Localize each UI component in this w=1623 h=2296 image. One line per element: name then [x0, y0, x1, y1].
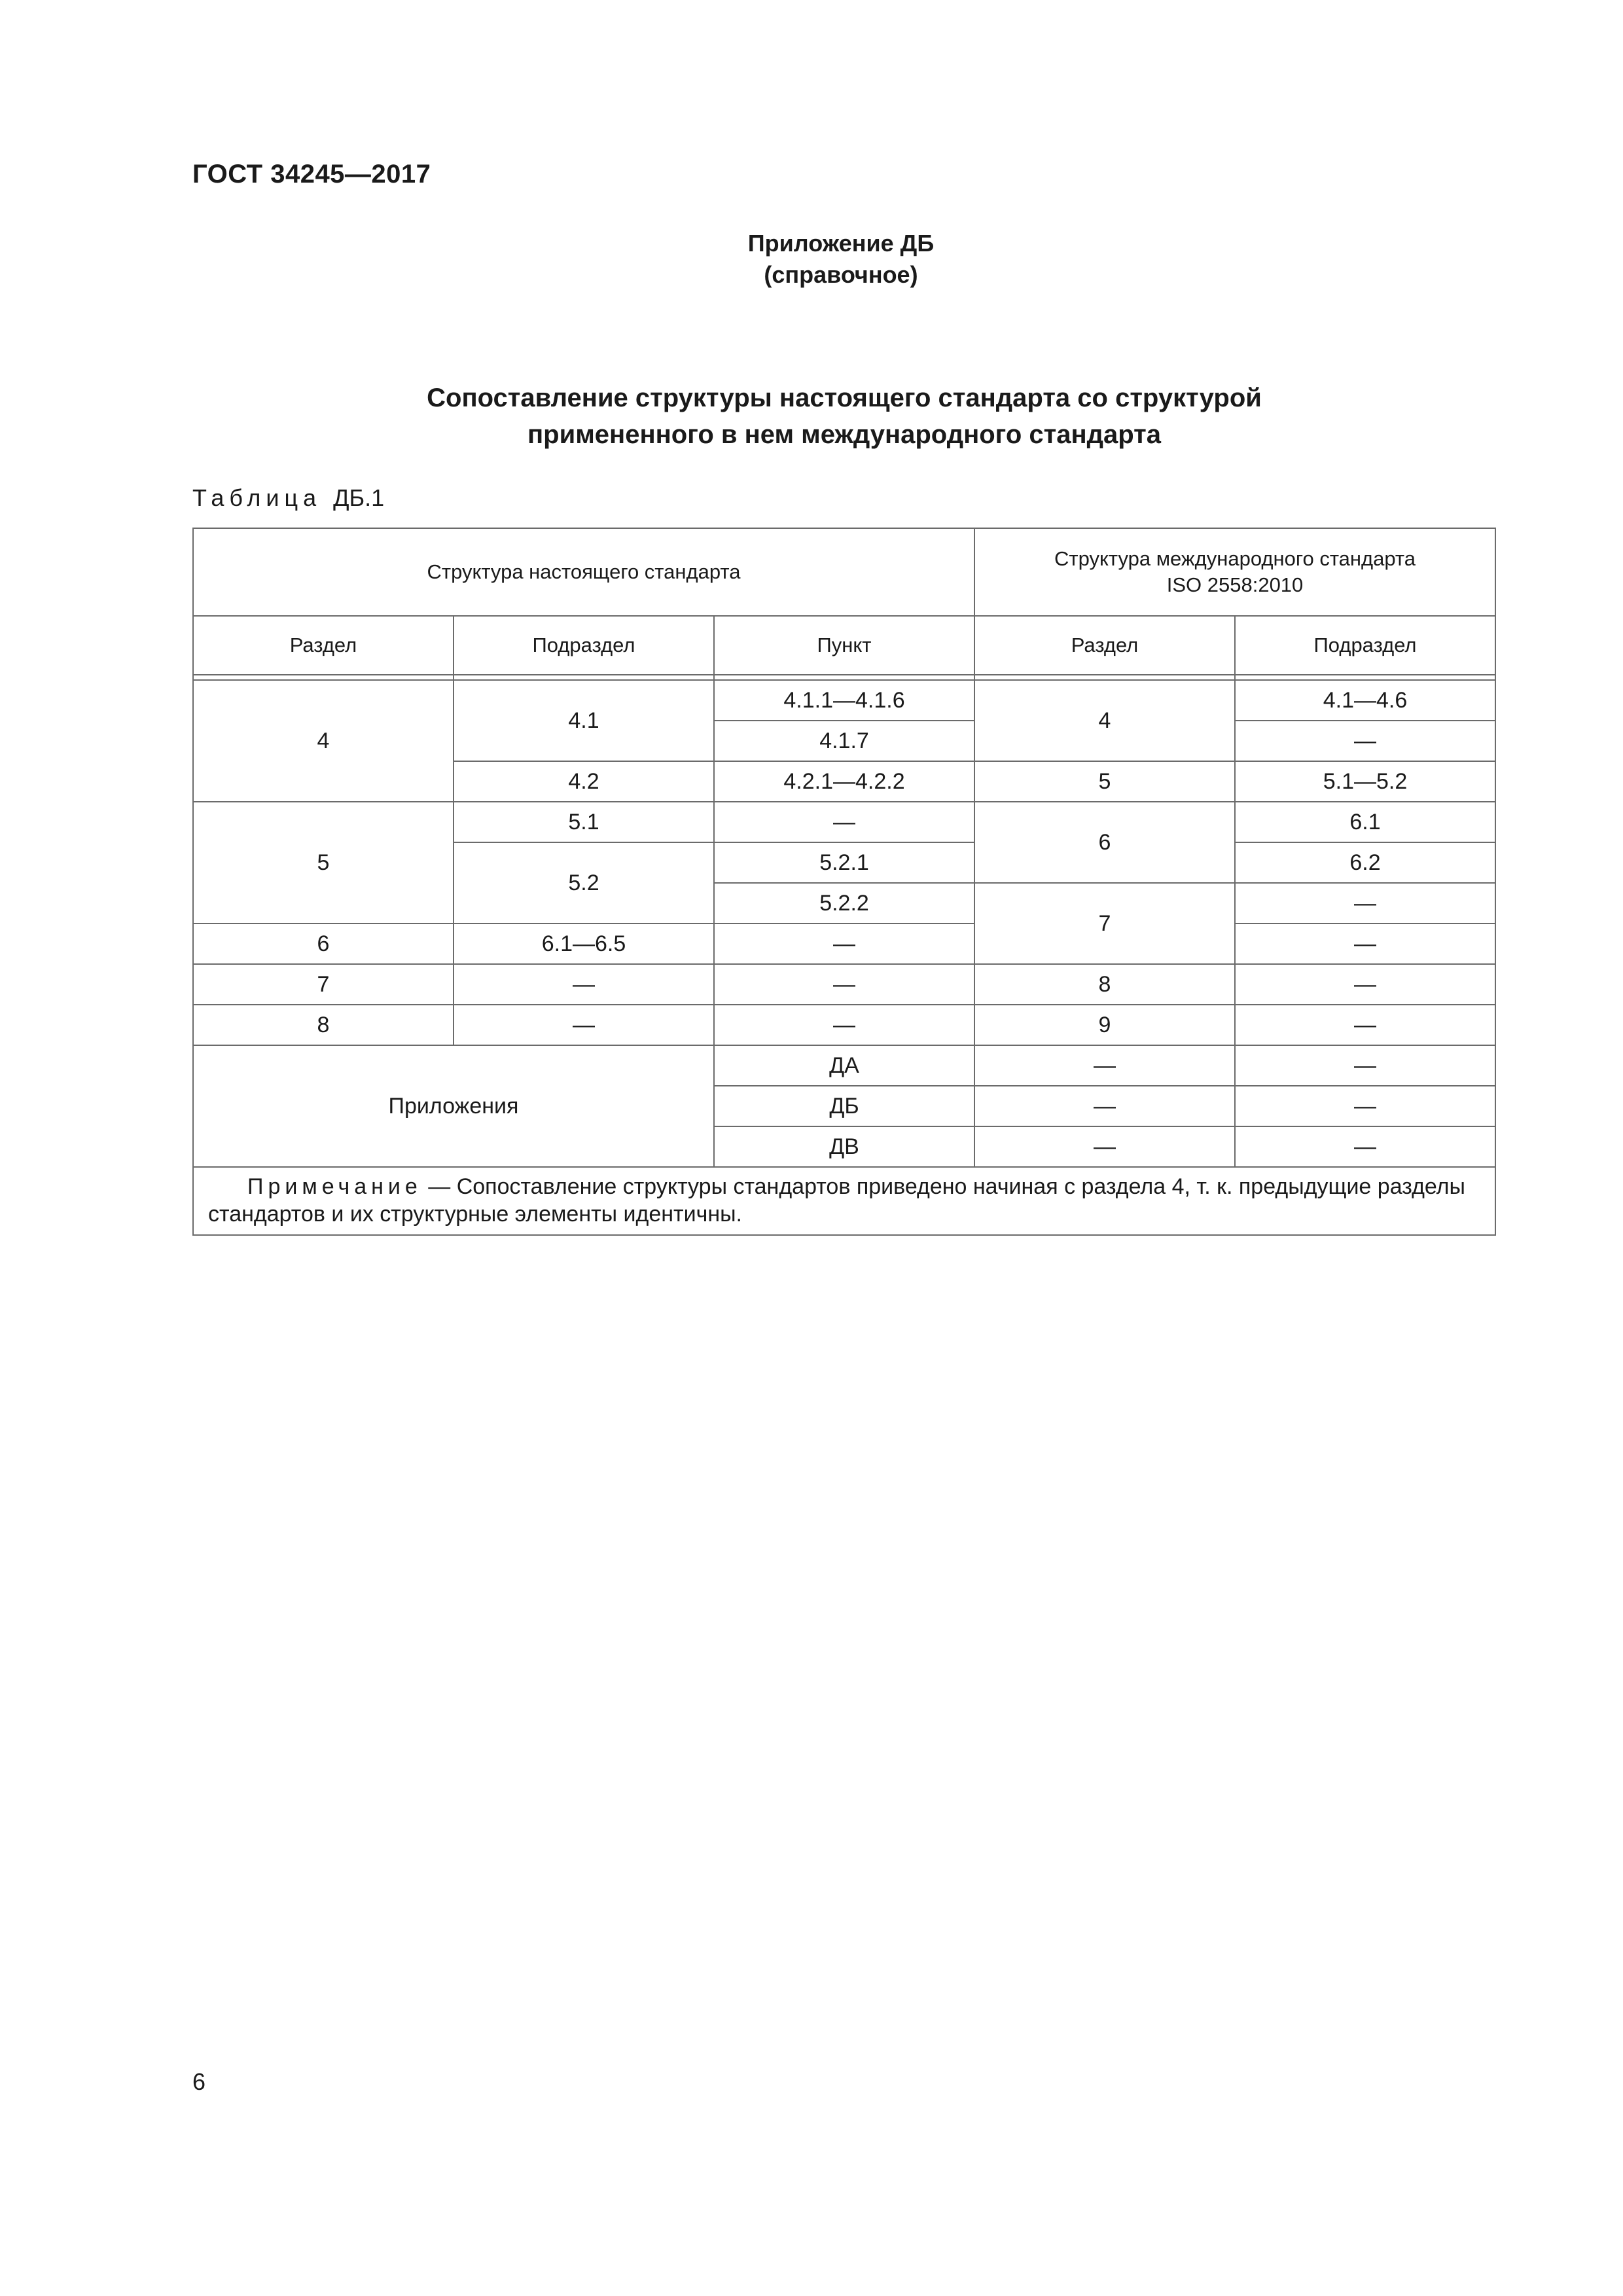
header-current-standard: Структура настоящего стандарта — [193, 528, 974, 616]
table-cell: 6 — [193, 924, 454, 964]
table-cell: — — [974, 1045, 1235, 1086]
table-cell: — — [1235, 1126, 1495, 1167]
table-row — [193, 924, 1495, 964]
table-cell: 4.1.1—4.1.6 — [714, 680, 974, 721]
table-cell: 7 — [193, 964, 454, 1005]
column-header: Подраздел — [454, 616, 714, 675]
header-separator — [193, 675, 1495, 680]
table-row — [193, 680, 1495, 721]
annex-label-cell: Приложения — [193, 1045, 714, 1167]
table-cell: — — [714, 964, 974, 1005]
table-cell: — — [714, 1005, 974, 1045]
section-title-line-1: Сопоставление структуры настоящего стандарта со структурой — [427, 384, 1262, 412]
table-cell: 4 — [193, 680, 454, 802]
separator-cell — [1235, 675, 1495, 680]
header-intl-line-2: ISO 2558:2010 — [1166, 573, 1304, 596]
table-cell: — — [974, 1086, 1235, 1126]
table-header-row — [193, 528, 1495, 616]
structure-comparison-table — [192, 528, 1496, 1236]
note-heading: Примечание — [247, 1174, 422, 1199]
table-cell: 6.1—6.5 — [454, 924, 714, 964]
table-cell: 5 — [974, 761, 1235, 802]
table-cell: 8 — [974, 964, 1235, 1005]
table-cell: 4.2.1—4.2.2 — [714, 761, 974, 802]
table-column-header-row — [193, 616, 1495, 675]
separator-cell — [974, 675, 1235, 680]
separator-cell — [454, 675, 714, 680]
table-cell: — — [454, 964, 714, 1005]
table-row — [193, 1005, 1495, 1045]
column-header: Пункт — [714, 616, 974, 675]
table-label-prefix: Таблица — [192, 484, 322, 511]
separator-cell — [193, 675, 454, 680]
separator-cell — [714, 675, 974, 680]
table-cell: — — [1235, 1086, 1495, 1126]
page-number: 6 — [192, 2068, 206, 2095]
table-cell: 5.2.2 — [714, 883, 974, 924]
section-title — [0, 380, 1623, 453]
table-cell: ДБ — [714, 1086, 974, 1126]
header-intl-line-1: Структура международного стандарта — [1054, 547, 1416, 570]
table-cell: — — [1235, 1045, 1495, 1086]
table-cell: — — [1235, 1005, 1495, 1045]
table-cell: 8 — [193, 1005, 454, 1045]
table-cell: 6.2 — [1235, 842, 1495, 883]
column-header: Подраздел — [1235, 616, 1495, 675]
table-cell: ДВ — [714, 1126, 974, 1167]
table-cell: — — [1235, 964, 1495, 1005]
table-cell: 5.2 — [454, 842, 714, 924]
table-row — [193, 964, 1495, 1005]
table-cell: 4 — [974, 680, 1235, 761]
column-header: Раздел — [974, 616, 1235, 675]
table-label-number: ДБ.1 — [333, 484, 385, 511]
table-cell: 7 — [974, 883, 1235, 964]
table-note-row — [193, 1167, 1495, 1235]
table-note — [193, 1167, 1495, 1235]
table-cell: 9 — [974, 1005, 1235, 1045]
table-cell: 4.1 — [454, 680, 714, 761]
appendix-title: Приложение ДБ — [747, 230, 935, 257]
table-cell: 4.1.7 — [714, 721, 974, 761]
table-cell: — — [714, 802, 974, 842]
table-row — [193, 802, 1495, 842]
table-cell: 5.1—5.2 — [1235, 761, 1495, 802]
table-cell: 6.1 — [1235, 802, 1495, 842]
table-cell: 6 — [974, 802, 1235, 883]
table-row — [193, 1045, 1495, 1086]
column-header: Раздел — [193, 616, 454, 675]
table-cell: 4.1—4.6 — [1235, 680, 1495, 721]
table-cell: — — [454, 1005, 714, 1045]
table-cell: 5.1 — [454, 802, 714, 842]
table-cell: — — [974, 1126, 1235, 1167]
table-cell: 4.2 — [454, 761, 714, 802]
section-title-line-2: примененного в нем международного стандарта — [527, 420, 1161, 449]
header-international-standard — [974, 528, 1495, 616]
table-cell: — — [1235, 721, 1495, 761]
table-cell: 5.2.1 — [714, 842, 974, 883]
table-cell: ДА — [714, 1045, 974, 1086]
appendix-kind: (справочное) — [764, 261, 918, 288]
table-cell: 5 — [193, 802, 454, 924]
appendix-heading — [0, 228, 1623, 291]
document-code: ГОСТ 34245—2017 — [192, 160, 431, 188]
table-cell: — — [714, 924, 974, 964]
table-label — [192, 484, 384, 512]
table-cell: — — [1235, 883, 1495, 924]
note-text: — Сопоставление структуры стандартов приведено начиная с раздела 4, т. к. предыдущие разделы стандартов и их структурные элементы идентичны. — [208, 1174, 1465, 1227]
table-cell: — — [1235, 924, 1495, 964]
